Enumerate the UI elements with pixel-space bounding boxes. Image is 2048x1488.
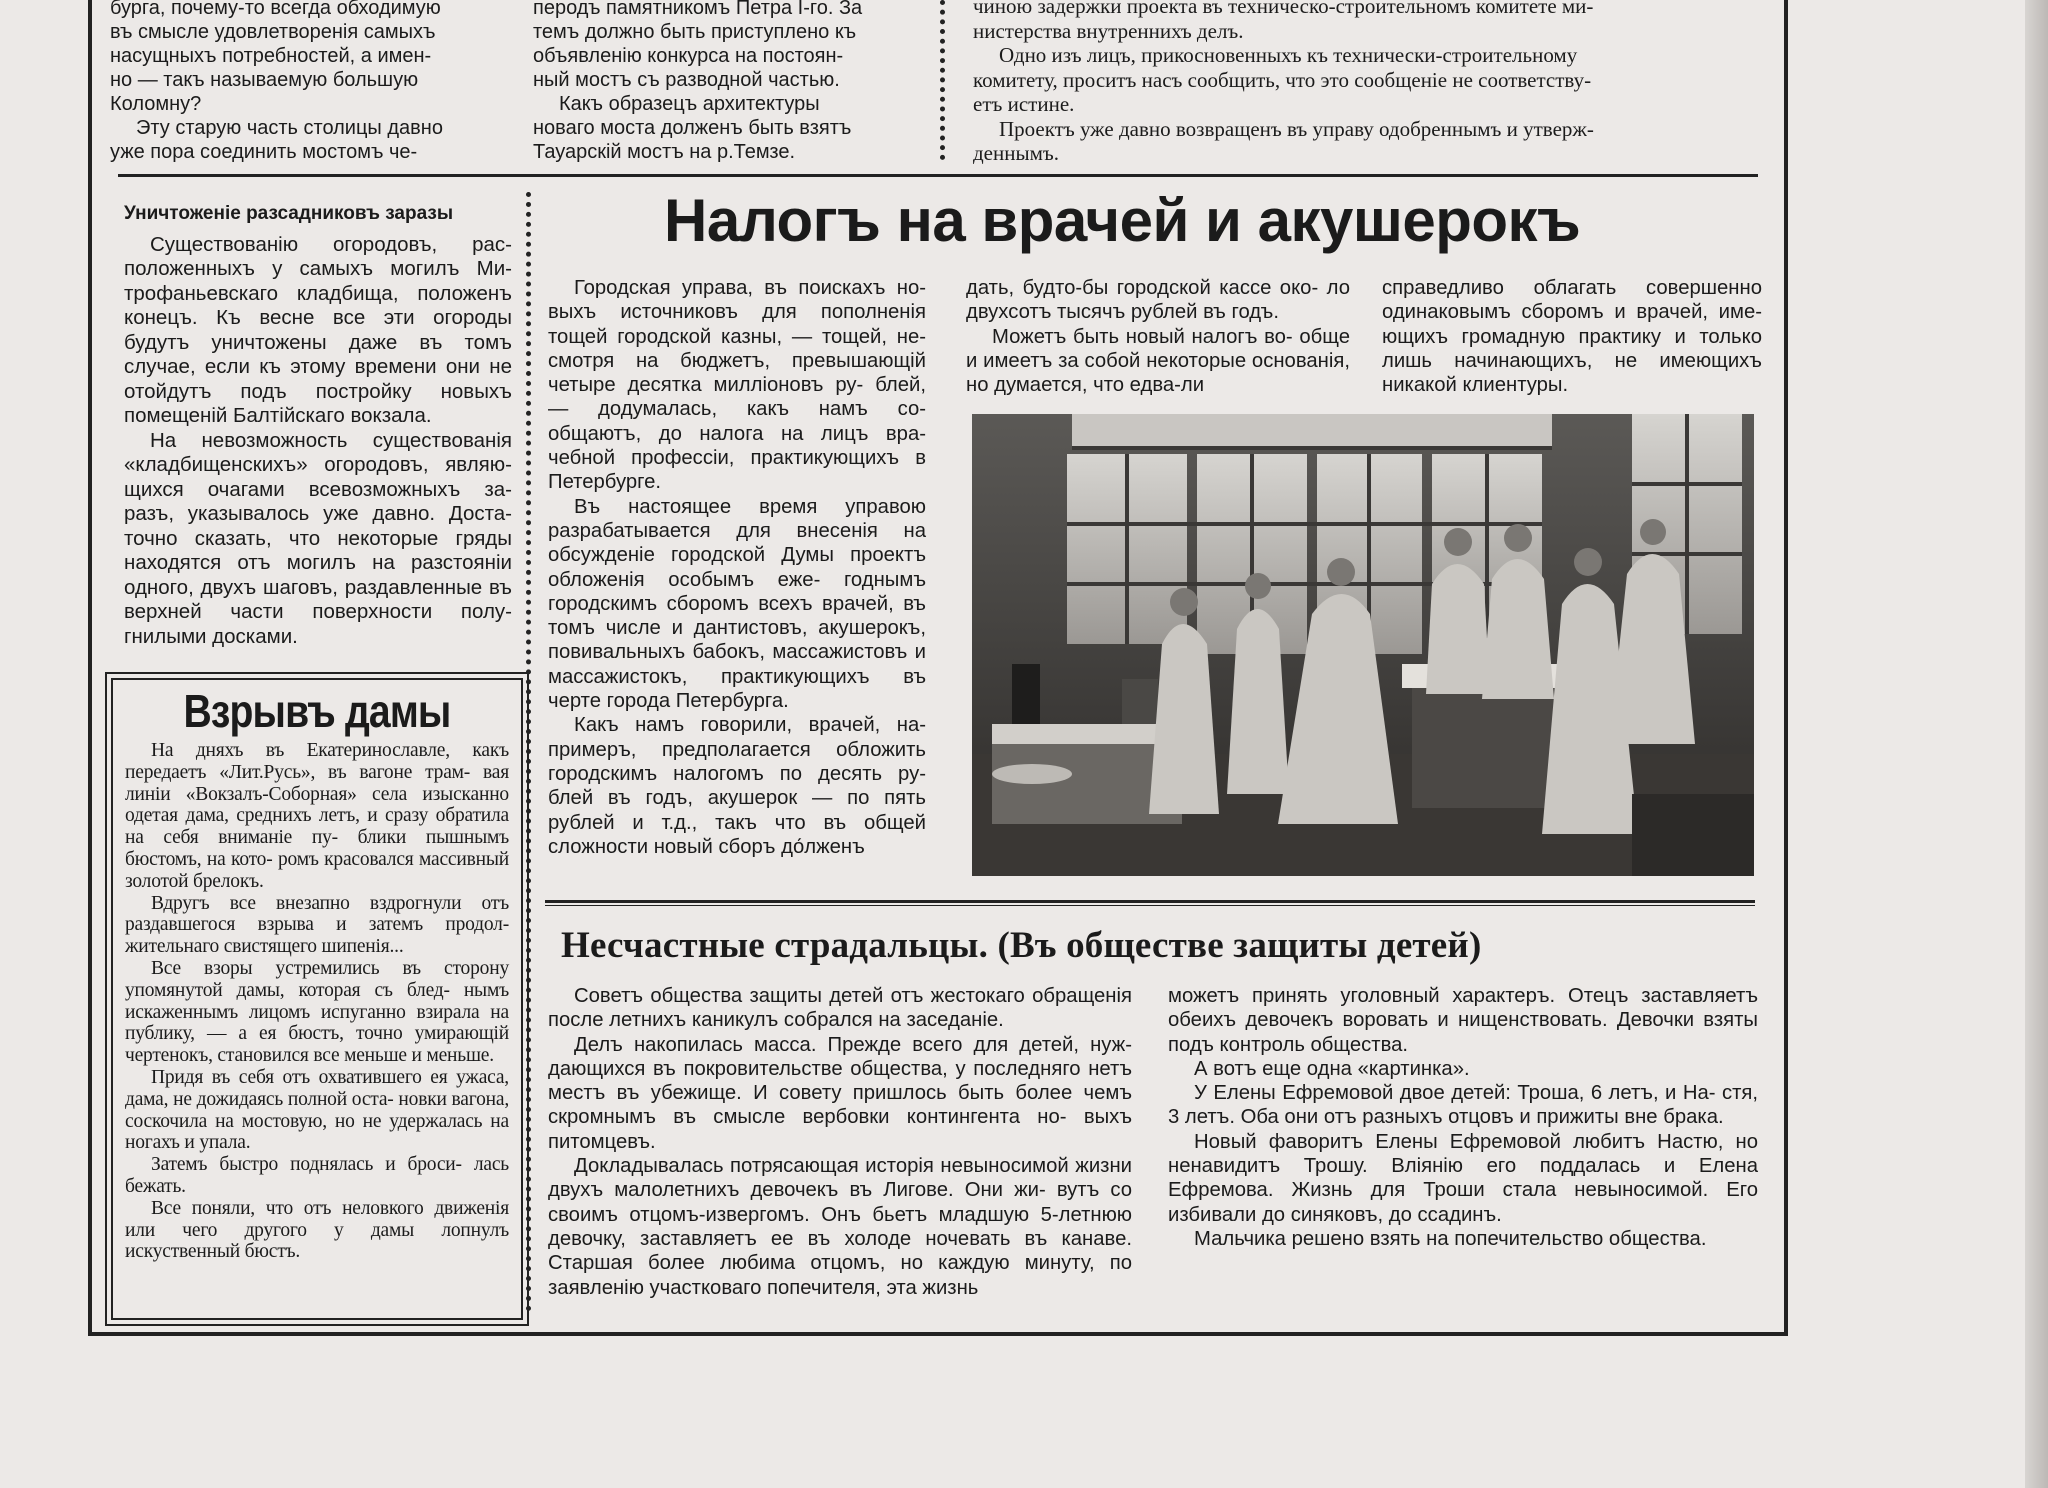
top-column-3: чиною задержки проекта въ техническо-строительномъ комитете ми- нистерства внутреннихъ делъ. Одно изъ лицъ, прикосновенныхъ къ технически-строительному комитету, проситъ насъ сообщить, что это сообщеніе не соответству- етъ истине. Проектъ уже давно возвращенъ въ управу одобреннымъ и утверж- деннымъ.: [973, 0, 1594, 165]
children-article-col-2: можетъ принять уголовный характеръ. Отецъ заставляетъ обеихъ девочекъ воровать и нищенствовать. Девочки взяты подъ контроль общества. А вотъ еще одна «картинка». У Елены Ефремовой двое детей: Троша, 6 летъ, и На- стя, 3 летъ. Оба они отъ разныхъ отцовъ и прижиты вне брака. Новый фаворитъ Елены Ефремовой любитъ Настю, но ненавидитъ Трошу. Вліянію его поддалась и Елена Ефремова. Жизнь для Троши стала невыносимой. Его избивали до синяковъ, до ссадинъ. Мальчика решено взять на попечительство общества.: [1168, 985, 1758, 1250]
tax-article-col-3: справедливо облагать совершенно одинаковымъ сборомъ и врачей, име- ющихъ громадную практику и только лишь начинающихъ, не имеющихъ никакой клиентуры.: [1382, 277, 1762, 397]
children-article-headline: Несчастные страдальцы. (Въ обществе защиты детей): [561, 925, 1482, 966]
tax-article-col-1: Городская управа, въ поискахъ но- выхъ источниковъ для пополненія тощей городской казны, — тощей, не- смотря на бюджетъ, превышающій четыре десятка милліоновъ ру- блей, — додумалась, какъ намъ со- общаютъ, до налога на лицъ вра- чебной профессіи, практикующихъ в Петербурге. Въ настоящее время управою разрабатывается для внесенія на обсужденіе городской Думы проектъ обложенія особымъ еже- годнымъ городскимъ сборомъ всехъ врачей, въ томъ числе и дантистовъ, акушерокъ, повивальныхъ бабокъ, массажистовъ и массажистокъ, практикующихъ въ черте города Петербурга. Какъ намъ говорили, врачей, на- примеръ, предполагается обложить городскимъ налогомъ по десять ру- блей въ годъ, акушерок — по пять рублей и т.д., такъ что въ общей сложности новый сборъ до́лженъ: [548, 277, 926, 858]
operating-room-illustration: [972, 414, 1754, 876]
nurseries-title: Уничтоженіе разсадниковъ заразы: [124, 203, 454, 224]
photo-bottom-rule-2: [545, 905, 1755, 906]
top-section-rule: [118, 174, 1758, 177]
explosion-title: Взрывъ дамы: [183, 685, 451, 737]
tax-article-headline: Налогъ на врачей и акушерокъ: [664, 187, 1581, 254]
children-article-col-1: Советъ общества защиты детей отъ жестокаго обращенія после летнихъ каникулъ собрался на заседаніе. Делъ накопилась масса. Прежде всего для детей, нуж- дающихся въ покровительстве общества, у последняго нетъ местъ въ убежище. И совету пришлось быть более чемъ скромнымъ въ смысле вербовки контингента но- выхъ питомцевъ. Докладывалась потрясающая исторія невыносимой жизни двухъ малолетнихъ девочекъ въ Лигове. Они жи- вутъ со своимъ отцомъ-извергомъ. Онъ бьетъ младшую 5-летнюю девочку, заставляетъ ее въ холоде ночевать въ канаве. Старшая более любима отцомъ, но каждую минуту, по заявленію участковаго попечителя, эта жизнь: [548, 985, 1132, 1299]
tax-article-col-2: дать, будто-бы городской кассе око- ло двухсотъ тысячъ рублей въ годъ. Можетъ быть новый налогъ во- обще и имеетъ за собой некоторые основанія, но думается, что едва-ли: [966, 277, 1350, 397]
top-column-1: бурга, почему-то всегда обходимую въ смысле удовлетворенія самыхъ насущныхъ потребностей, а имен- но — такъ называемую большую Коломну? Эту старую часть столицы давно уже пора соединить мостомъ че-: [110, 0, 443, 163]
top-column-divider: [940, 0, 945, 160]
top-column-2: перодъ памятникомъ Петра I-го. За темъ должно быть приступлено къ объявленію конкурса на постоян- ный мостъ съ разводной частью. Какъ образецъ архитектуры новаго моста долженъ быть взятъ Тауарскій мостъ на р.Темзе.: [533, 0, 863, 163]
page-edge-shadow: [2025, 0, 2048, 1488]
photo-bottom-rule: [545, 900, 1755, 903]
operating-room-photo: [972, 414, 1754, 876]
explosion-article-box: Взрывъ дамы На дняхъ въ Екатеринославле, какъ передаетъ «Лит.Русь», въ вагоне трам- вая линіи «Вокзалъ-Соборная» села изысканно одетая дама, среднихъ летъ, и сразу обратила на себя вниманіе пу- блики пышнымъ бюстомъ, на кото- ромъ красовался массивный золотой брелокъ. Вдругъ все внезапно вздрогнули отъ раздавшегося взрыва и затемъ продол- жительнаго свистящего шипенія... Все взоры устремились въ сторону упомянутой дамы, которая съ блед- нымъ искаженнымъ лицомъ испуганно взирала на публику, — а ея бюстъ, точно умирающій чертенокъ, становился все меньше и меньше. Придя въ себя отъ охватившего ея ужаса, дама, не дожидаясь полной оста- новки вагона, соскочила на мостовую, но не удержалась на ногахъ и упала. Затемъ быстро поднялась и броси- лась бежать. Все поняли, что отъ неловкого движенія или чего другого у дамы лопнулъ искуственный бюстъ.: [105, 672, 529, 1326]
nurseries-article: Уничтоженіе разсадниковъ заразы Существованію огородовъ, рас- положенныхъ у самыхъ могилъ Ми- трофаньевскаго кладбища, положенъ конецъ. Къ весне все эти огороды будутъ уничтожены даже въ томъ случае, если къ этому времени они не отойдутъ подъ постройку новыхъ помещеній Балтійскаго вокзала. На невозможность существованія «кладбищенскихъ» огородовъ, являю- щихся очагами всевозможныхъ за- разъ, указывалось уже давно. Доста- точно сказать, что некоторые гряды находятся отъ могилъ на разстояніи одного, двухъ шаговъ, раздавленные въ верхней части поверхности полу- гнилыми досками.: [124, 203, 512, 648]
